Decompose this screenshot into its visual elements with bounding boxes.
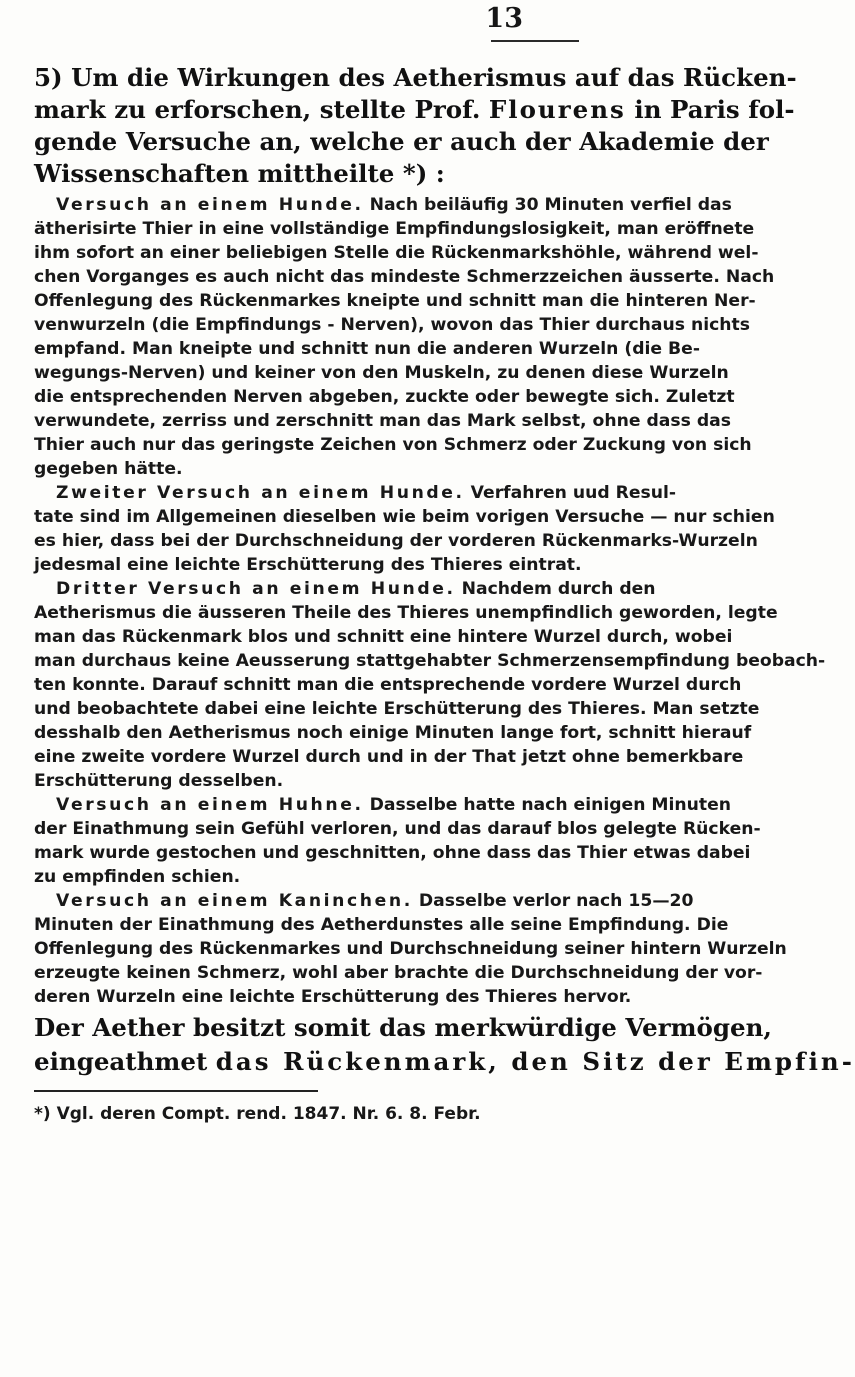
heading-line-3: gende Versuche an, welche er auch der Akademie der — [34, 127, 769, 156]
paragraph-3-line-1 — [56, 577, 768, 601]
paragraph-4-line-1-rest: Dasselbe hatte nach einigen Minuten — [363, 795, 731, 815]
paragraph-4-line: zu empfinden schien. — [34, 867, 241, 887]
paragraph-3-line: man durchaus keine Aeusserung stattgehabter Schmerzensempfindung beobach- — [34, 651, 826, 671]
closing-line-2-spaced: das Rückenmark, den Sitz der Empfin- — [215, 1047, 855, 1076]
paragraph-1-line: verwundete, zerriss und zerschnitt man das Mark selbst, ohne dass das — [34, 411, 731, 431]
paragraph-4-line-1 — [56, 793, 768, 817]
paragraph-2-line-1 — [56, 481, 768, 505]
paragraph-5-line-1-rest: Dasselbe verlor nach 15—20 — [412, 891, 694, 911]
paragraph-5-lead: Versuch an einem Kaninchen. — [56, 891, 413, 911]
paragraph-2-line-1-rest: Verfahren uud Resul- — [464, 483, 676, 503]
paragraph-1-line: venwurzeln (die Empfindungs - Nerven), wovon das Thier durchaus nichts — [34, 315, 750, 335]
paragraph-3-line: Aetherismus die äusseren Theile des Thieres unempfindlich geworden, legte — [34, 603, 778, 623]
closing-line-2-lead: eingeathmet — [34, 1047, 208, 1076]
paragraph-3-line: man das Rückenmark blos und schnitt eine hintere Wurzel durch, wobei — [34, 627, 733, 647]
author-name: Flourens — [488, 95, 626, 124]
paragraph-1-line: empfand. Man kneipte und schnitt nun die anderen Wurzeln (die Be- — [34, 339, 700, 359]
paragraph-1-lead: Versuch an einem Hunde. — [56, 195, 364, 215]
closing-line-2 — [34, 1046, 855, 1078]
heading-line-4: Wissenschaften mittheilte *) : — [34, 159, 445, 188]
paragraph-4-lead: Versuch an einem Huhne. — [56, 795, 364, 815]
heading-line-1: 5) Um die Wirkungen des Aetherismus auf das Rücken- — [34, 63, 797, 92]
paragraph-2-line: es hier, dass bei der Durchschneidung der vorderen Rückenmarks-Wurzeln — [34, 531, 758, 551]
paragraph-1-line-1 — [56, 193, 768, 217]
paragraph-1-line: Thier auch nur das geringste Zeichen von Schmerz oder Zuckung von sich — [34, 435, 752, 455]
paragraph-2-line: jedesmal eine leichte Erschütterung des Thieres eintrat. — [34, 555, 582, 575]
paragraph-3-line: und beobachtete dabei eine leichte Erschütterung des Thieres. Man setzte — [34, 699, 760, 719]
paragraph-3-line: eine zweite vordere Wurzel durch und in der That jetzt ohne bemerkbare — [34, 747, 744, 767]
paragraph-4-line: der Einathmung sein Gefühl verloren, und das darauf blos gelegte Rücken- — [34, 819, 761, 839]
paragraph-2-lead: Zweiter Versuch an einem Hunde. — [56, 483, 465, 503]
paragraph-3-line: desshalb den Aetherismus noch einige Minuten lange fort, schnitt hierauf — [34, 723, 752, 743]
closing-line-1: Der Aether besitzt somit das merkwürdige Vermögen, — [34, 1013, 772, 1042]
paragraph-1-line: chen Vorganges es auch nicht das mindeste Schmerzzeichen äusserte. Nach — [34, 267, 775, 287]
paragraph-3-lead: Dritter Versuch an einem Hunde. — [56, 579, 456, 599]
paragraph-1-line: ihm sofort an einer beliebigen Stelle die Rückenmarkshöhle, während wel- — [34, 243, 759, 263]
paragraph-2-line: tate sind im Allgemeinen dieselben wie beim vorigen Versuche — nur schien — [34, 507, 775, 527]
paragraph-5-line: Minuten der Einathmung des Aetherdunstes alle seine Empfindung. Die — [34, 915, 729, 935]
paragraph-1-line: gegeben hätte. — [34, 459, 183, 479]
footnote-rule — [34, 1090, 318, 1092]
paragraph-3-line: Erschütterung desselben. — [34, 771, 284, 791]
paragraph-1-line-1-rest: Nach beiläufig 30 Minuten verfiel das — [363, 195, 732, 215]
paragraph-1-line: wegungs-Nerven) und keiner von den Muskeln, zu denen diese Wurzeln — [34, 363, 729, 383]
paragraph-3-line: ten konnte. Darauf schnitt man die entsprechende vordere Wurzel durch — [34, 675, 742, 695]
heading-line-2 — [34, 94, 795, 126]
paragraph-1-line: die entsprechenden Nerven abgeben, zuckte oder bewegte sich. Zuletzt — [34, 387, 735, 407]
heading-line-2-tail: in Paris fol- — [634, 95, 795, 124]
paragraph-5-line: erzeugte keinen Schmerz, wohl aber brachte die Durchschneidung der vor- — [34, 963, 763, 983]
page-number: 13 — [485, 3, 523, 34]
footnote: *) Vgl. deren Compt. rend. 1847. Nr. 6. 8. Febr. — [34, 1104, 481, 1124]
paragraph-5-line: Offenlegung des Rückenmarkes und Durchschneidung seiner hintern Wurzeln — [34, 939, 787, 959]
paragraph-5-line-1 — [56, 889, 768, 913]
paragraph-4-line: mark wurde gestochen und geschnitten, ohne dass das Thier etwas dabei — [34, 843, 751, 863]
paragraph-1-line: Offenlegung des Rückenmarkes kneipte und schnitt man die hinteren Ner- — [34, 291, 756, 311]
heading-line-2-text: mark zu erforschen, stellte Prof. — [34, 95, 481, 124]
page-number-rule — [491, 40, 579, 42]
paragraph-3-line-1-rest: Nachdem durch den — [455, 579, 656, 599]
paragraph-1-line: ätherisirte Thier in eine vollständige Empfindungslosigkeit, man eröffnete — [34, 219, 755, 239]
paragraph-5-line: deren Wurzeln eine leichte Erschütterung des Thieres hervor. — [34, 987, 632, 1007]
